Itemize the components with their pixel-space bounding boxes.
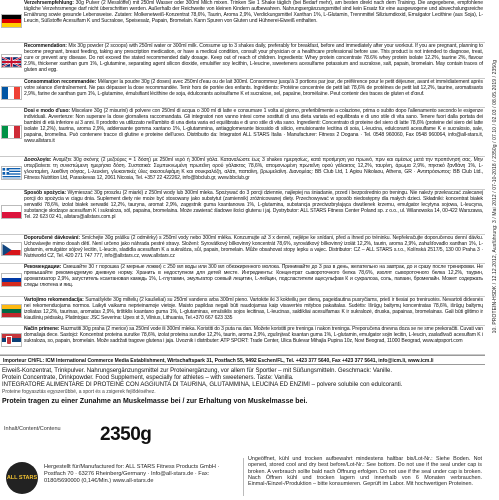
band-it	[0, 108, 485, 157]
band-body: Razmutiti 30g praha (2 merice) sa 250ml vode ili 300ml mleka. Koristiti do 3 puta na dan. Možete koristiti pre treninga i nakon treninga. Preporučena dnevna doza se ne sme prekoračiti. Čuvati van domašaja dece. Sastojci: Koncentrat proteina surutke 78,6%, izolat proteina surutke 12,2%, taurin, aroma 2,9%, zgušnjivač ksantan guma 1%, L-glutamin, emulgator sojin lecitin, L-leucin, zaslađivači acesulfam K i sukraloza, so, papain, bromelain. Može sadržati tragove glutena i jaja. Uvoznik i distributer: ATP SPORT: Trade Center, Ulica Bulevar Mihajla Pupina 10z, Novi Beograd, 11000 Beograd, www.atpsport.com	[24, 326, 483, 344]
band-label: Recommendation:	[24, 43, 67, 49]
band-lt	[0, 297, 485, 326]
band-label: Рекомендации:	[24, 264, 62, 270]
band-text	[22, 235, 485, 263]
band-label: Doporučené dávkování:	[24, 235, 80, 241]
band-text	[22, 297, 485, 325]
band-text	[22, 264, 485, 296]
band-gr	[0, 157, 485, 190]
headline: Protein tragen zu einer Zunahme an Muskelmasse bei / zur Erhaltung von Muskelmasse bei.	[2, 398, 308, 405]
side-batch-text: 10. PROTEIN-HSDK / 12.12.2012, Ausführung: 3 / Mai 2012 / 07-10-2018 / 2350g / 07.10 / 02.03 / 08.05.2019 / 2350g	[492, 60, 498, 334]
band-body: 30g Pulver (2 Messlöffel) mit 250ml Wasser oder 300ml Milch mixen. Trinken Sie 1 Shake täglich (bei Bedarf mehr), am besten direkt nach dem Training. Die angegebene, empfohlene tägliche Verzehrsmenge darf nicht überschritten werden. Außerhalb der Reichweite von kleinen Kindern aufbewahren. Nahrungsergänzungsmittel sind kein Ersatz für eine ausgewogene und abwechslungsreiche Ernährung sowie gesunde Lebensweise. Zutaten: Molkeneiweiß-Konzentrat 78,6%, Taurin, Aroma 2,9%, Verdickungsmittel Xanthan 1%, L-Glutamin, Trennmittel Siliziumdioxid, Emulgator Lecithine (aus Soja), L-Leucin, Süßstoffe Acesulfam K und Sucralose, Speisesalz, Papain, Bromelain. Kann Spuren von Gluten und Hühnerei-Eiweiß enthalten.	[24, 0, 483, 24]
manufacturer-text: Hergestellt für/Manufactured for: ALL STARS Fitness Products GmbH · Postfach 70 · 63276 Rheinberg/Germany · Info@all-stars.de · Fax: 0180/5690000 (0,14€/Min.) www.all-stars.de	[44, 464, 220, 484]
band-text	[22, 326, 485, 354]
importer-line: Importeur CH/FL: ICM International Commerce Media Establishment, Wirtschaftspark 31, Postfach 55, 9492 Eschen/FL, Tel. +423 377 5640, Fax +423 377 5641, info@icm.li, www.icm.li	[0, 355, 485, 365]
band-label: Način primene:	[24, 326, 60, 332]
intro-hu: Proteine fogyasztás egyszerűbbé, a sport és a zsigerek fejlődéséhez.	[2, 389, 156, 395]
flag-italy-icon	[0, 108, 22, 156]
band-body: Sumaišykite 30g miltelių (2 kaušeliai) su 250ml vandens arba 300ml pieno. Vartokite iki 3 kokteilių per dieną, pageidautina pusryčiams, prieš ir tiesiai po treniruotės. Nevartoti didesnės nei rekomenduojama normos. Laikyti vaikams neprieinamoje vietoje. Maisto papildas negali būti naudojamas kaip visavertės mitybos pakaitalas. Sudėtis: Išrūgų baltymų koncentratas 78,6%, išrūgų baltymų izoliatas 12,2%, taurinas, aromatas 2,9%, tirštiklis ksantano guma 1%, L-glutaminas, emulsiklis sojos lecitinas, L-leucinas, saldikliai acesulfamas K ir sukralozė, druska, papainas, bromelainas. Gali būti glitimo ir kiaušinių pėdsakų. Platintojas: JSC Severina: Upes st 3, Vilnius, Lithuania, Tel.+370 667 623 335	[24, 297, 483, 321]
band-de	[0, 0, 485, 43]
band-body: Mix 30g powder (2 scoops) with 250ml water or 300ml milk. Consume up to 3 shakes daily, preferably for breakfast, before and immediately after your workout. If you are pregnant, planning to become pregnant, breast feeding, taking any prescription medication, or have a medical condition, consult your physician or a healthcare professional before use. This product is not intended to diagnose, treat, cure or prevent any disease. Do not exceed the stated recommended daily dosage. Keep out of reach of children. Ingredients: Whey protein concentrate 78.6% whey protein isolate 12.2%, taurine 2%, flavour 2.9%, thickener xanthan gum 1%, L-glutamine, separating agent silicon dioxide, emulsifier soy lecithin, L-leucine, sweeteners acesulfame potassium and sucralose, salt, papain, bromelain. May contain traces of gluten and egg.	[24, 43, 483, 73]
band-label: Verzehrsempfehlung:	[24, 0, 74, 6]
band-fr	[0, 79, 485, 108]
flag-russia-icon	[0, 264, 22, 296]
flag-greece-icon	[0, 157, 22, 189]
band-text	[22, 190, 485, 234]
flag-lithuania-icon	[0, 297, 22, 325]
flag-poland-icon	[0, 190, 22, 234]
divider	[243, 458, 244, 496]
intro-de: Eiweiß-Konzentrat, Trinkpulver. Nahrungsergänzungsmittel zur Proteinergänzung, vor allem für Sportler – mit Süßungsmitteln. Geschmack: Vanille.	[2, 368, 393, 374]
band-label: Dosi e modo d'uso:	[24, 108, 70, 114]
band-label: Sposób spożycia:	[24, 190, 66, 196]
intro-it: INTEGRATORE ALIMENTARE DI PROTEINE CON AGGIUNTA DI TAURINA, GLUTAMMINA, LEUCINA ED ENZIMI – polvere solubile con edulcoranti.	[2, 382, 403, 388]
band-body: Miscelare 30g (2 misurini) di polvere con 250ml di acqua o 300 ml di latte e consumare 1 volta al giorno, preferibilmente a colazione, prima o subito dopo l'allenamento secondo le esigenze individuali. Avvertenze: Non superare la dose giornaliera raccomandata. Gli integratori non vanno intesi come sostituti di una dieta variata ed equilibrata e di uno stile di vita sano. Tenere fuori dalla portata dei bambini di età inferiore ai 3 anni. Il prodotto va utilizzato nell'ambito di una dieta varia ed equilibrata e di uno stile di vita sano. Ingredienti: Concentrato di proteine del siero di latte 78,6% (proteine del siero del latte isolate 12,2%), taurina, aroma 2,9%, addensante gomma xantano 1%, L-glutammina, antiagglomerante biossido di silicio, emulsionante lecitina di soia, L-leucina, edulcoranti acesulfame K e sucralosio, sale, papaina, bromelina. Può contenere tracce di glutine e proteine dell'uovo. Distribuito da: Integratori ALL STARS Italia · Manufacturer: Fitness 2 Dogana · Tel. 0548 960060, Fax 0548 960064, info@all-stars.it, www.allstars.it	[24, 108, 483, 144]
net-weight: 2350g	[100, 424, 152, 445]
flag-serbia-icon	[0, 326, 22, 354]
band-body: Αναμίξτε 30g σκόνης (2 μεζούρες = 1 δόση) με 250ml νερό ή 300ml γάλα. Καταναλώστε έως 3 shakes ημερησίως, κατά προτίμηση για πρωινό, πριν και αμέσως μετά την προπόνησή σας. Μην υπερβαίνετε τη συνιστώμενη ημερήσια δόση. Συστατικά: Συμπυκνωμένη πρωτεΐνη ορού γάλακτος 78,6%, απομονωμένη πρωτεΐνη ορού γάλακτος 12,2%, ταυρίνη, άρωμα 2,9%, πηκτικό ξανθάνη 1%, L-γλουταμίνη, λεκιθίνη σόγιας, L-λευκίνη, γλυκαντικές ύλες ακεσουλφάμη Κ και σουκραλόζη, αλάτι, παπαΐνη, βρωμελαΐνη. Διανομέας: BB Club Ltd, 1 Agiou Nikolaou, Athens, GR · Αντιπρόσωπος: BB Club Ltd., Fitness Nutrition Ltd, Paraskevas 12, 2061 Nicosia, Tel. +357 22 422262, info@bbclub.gr, www.bbclub.gr	[24, 157, 483, 181]
side-strip	[485, 0, 499, 500]
band-text	[22, 108, 485, 156]
intro-block	[2, 368, 482, 406]
band-text	[22, 79, 485, 107]
flag-uk-icon	[0, 43, 22, 78]
front-section	[0, 368, 485, 500]
band-body: Wymieszać 30g proszku (2 miarki) z 250ml wody lub 300ml mleka. Spożywać do 3 porcji dziennie, najlepiej na śniadanie, przed i bezpośrednio po treningu. Nie należy przekraczać zalecanej porcji do spożycia w ciągu dnia. Suplement diety nie może być stosowany jako substytut (zamiennik) zróżnicowanej diety. Przechowywać w sposób niedostępny dla małych dzieci. Składniki: koncentrat białek serwatki 78,6%, izolat białek serwatki 12,2%, tauryna, aromat 2,9%, zagęstnik guma ksantanowa 1%, L-glutamina, substancja przeciwzbrylająca dwutlenek krzemu, emulgator lecytyna sojowa, L-leucyna, substancje słodzące acesulfam K i sukraloza, sól, papaina, bromelaina. Może zawierać śladowe ilości glutenu i jaj. Dystrybutor: ALL STARS Fitness Center Poland sp. z o.o., ul. Wilanowska 14, 00-422 Warszawa, Tel. 22 623 02 41, allstars@allstars.com.pl	[24, 190, 483, 220]
allstars-logo-icon	[6, 462, 38, 494]
storage-text: Ungeöffnet, kühl und trocken aufbewahrt mindestens haltbar bis/Lot-Nr.: Siehe Boden. Not opened, stored cool and dry best before/Lot-Nr.: See bottom. Do not use if the seal under cap is broken. A verbrauch sollte bald nach Öffnung erfolgen. Do not use if the seal under cap is broken. Nach Öffnen kühl und trocken lagern und innerhalb von 6 Monaten verbrauchen. Einmal-/Einzel-/Produktion – bitte konsumieren. Geprüft im Labor. Mit hochwertigen Proteinen.	[248, 456, 482, 488]
intro-en: Protein Concentrate, Drinkpowder. Food Supplement, especially for athletes – with sweeteners. Taste: Vanilla.	[2, 375, 294, 381]
logo-text: ALL STARS	[6, 475, 38, 481]
band-ru	[0, 264, 485, 297]
band-label: Consommation recommandée:	[24, 79, 97, 85]
flag-czech-icon	[0, 235, 22, 263]
band-pl	[0, 190, 485, 235]
band-rs	[0, 326, 485, 355]
band-text	[22, 43, 485, 78]
band-text	[22, 157, 485, 189]
band-label: Vartojimo rekomendacija:	[24, 297, 84, 303]
flag-france-icon	[0, 79, 22, 107]
band-text	[22, 0, 485, 42]
flag-germany-icon	[0, 0, 22, 42]
band-cz	[0, 235, 485, 264]
band-en	[0, 43, 485, 79]
band-label: Δοσολογία:	[24, 157, 52, 163]
band-body: Смешайте 30 г порошка (2 мерные ложки) с 250 мл воды или 300 мл обезжиренного молока. Принимайте до 3 раз в день, желательно на завтрак, до и сразу после тренировки. Не превышайте рекомендуемую дневную норму. Хранить в недоступном для детей месте. Ингредиенты: Концентрат сывороточного белка 78,6%, изолят сывороточного белка 12,2%, таурин, ароматизатор 2,9%, загуститель ксантановая камедь 1%, L-глутамин, эмульгатор соевый лецитин, L-лейцин, подсластители ацесульфам К и сукралоза, соль, папаин, бромелайн. Может содержать следы глютена и яиц.	[24, 264, 483, 288]
content-label: Inhalt/Content/Contenu	[4, 426, 61, 432]
band-body: Smíchejte 30g prášku (2 odměrky) s 250ml vody nebo 300ml mléka. Konzumujte až 3 x denně, nejlépe ke snídani, před a ihned po tréninku. Nepřekračujte doporučenou denní dávku. Uchovávejte mimo dosah dětí. Není určeno jako náhrada pestré stravy. Složení: Syrovátkový bílkovinný koncentrát 78,6%, syrovátkový bílkovinný izolát 12,2%, taurin, aroma 2,9%, zahušťovadlo xanthan 1%, L-glutamin, emulgátor sójový lecitin, L-leucin, sladidla acesulfam K a sukralóza, sůl, papain, bromelain. Může obsahovat stopy lepku a vajec. Distributor: CZ – ALL STARS s.r.o., Kolínská 2517/5, 130 00 Praha 3 · Nutriworld CZ, Tel. 420 271 747 777, info@allstars.cz, www.allstars.cz	[24, 235, 483, 259]
band-body: Mélanger la poudre 30g (2 doses) avec 250ml d'eau ou de lait 300ml. Consommez jusqu'à 3 portions par jour, de préférence pour le petit déjeuner, avant et immédiatement après votre séance d'entraînement. Ne pas dépasser la dose recommandée. Tenir hors de portée des enfants. Ingrédients: Protéine concentrée de petit lait 78,6% de protéines de petit lait 12,2%, taurine, aromatisants 2,9%, farine de xanthan gum 1%, L-glutamine, émulsifiant lécithine de soja, édulcorants acésulfame K et sucralose, sel, papaïne, bromélaïne. Peut contenir des traces de gluten et d'œuf.	[24, 79, 483, 97]
